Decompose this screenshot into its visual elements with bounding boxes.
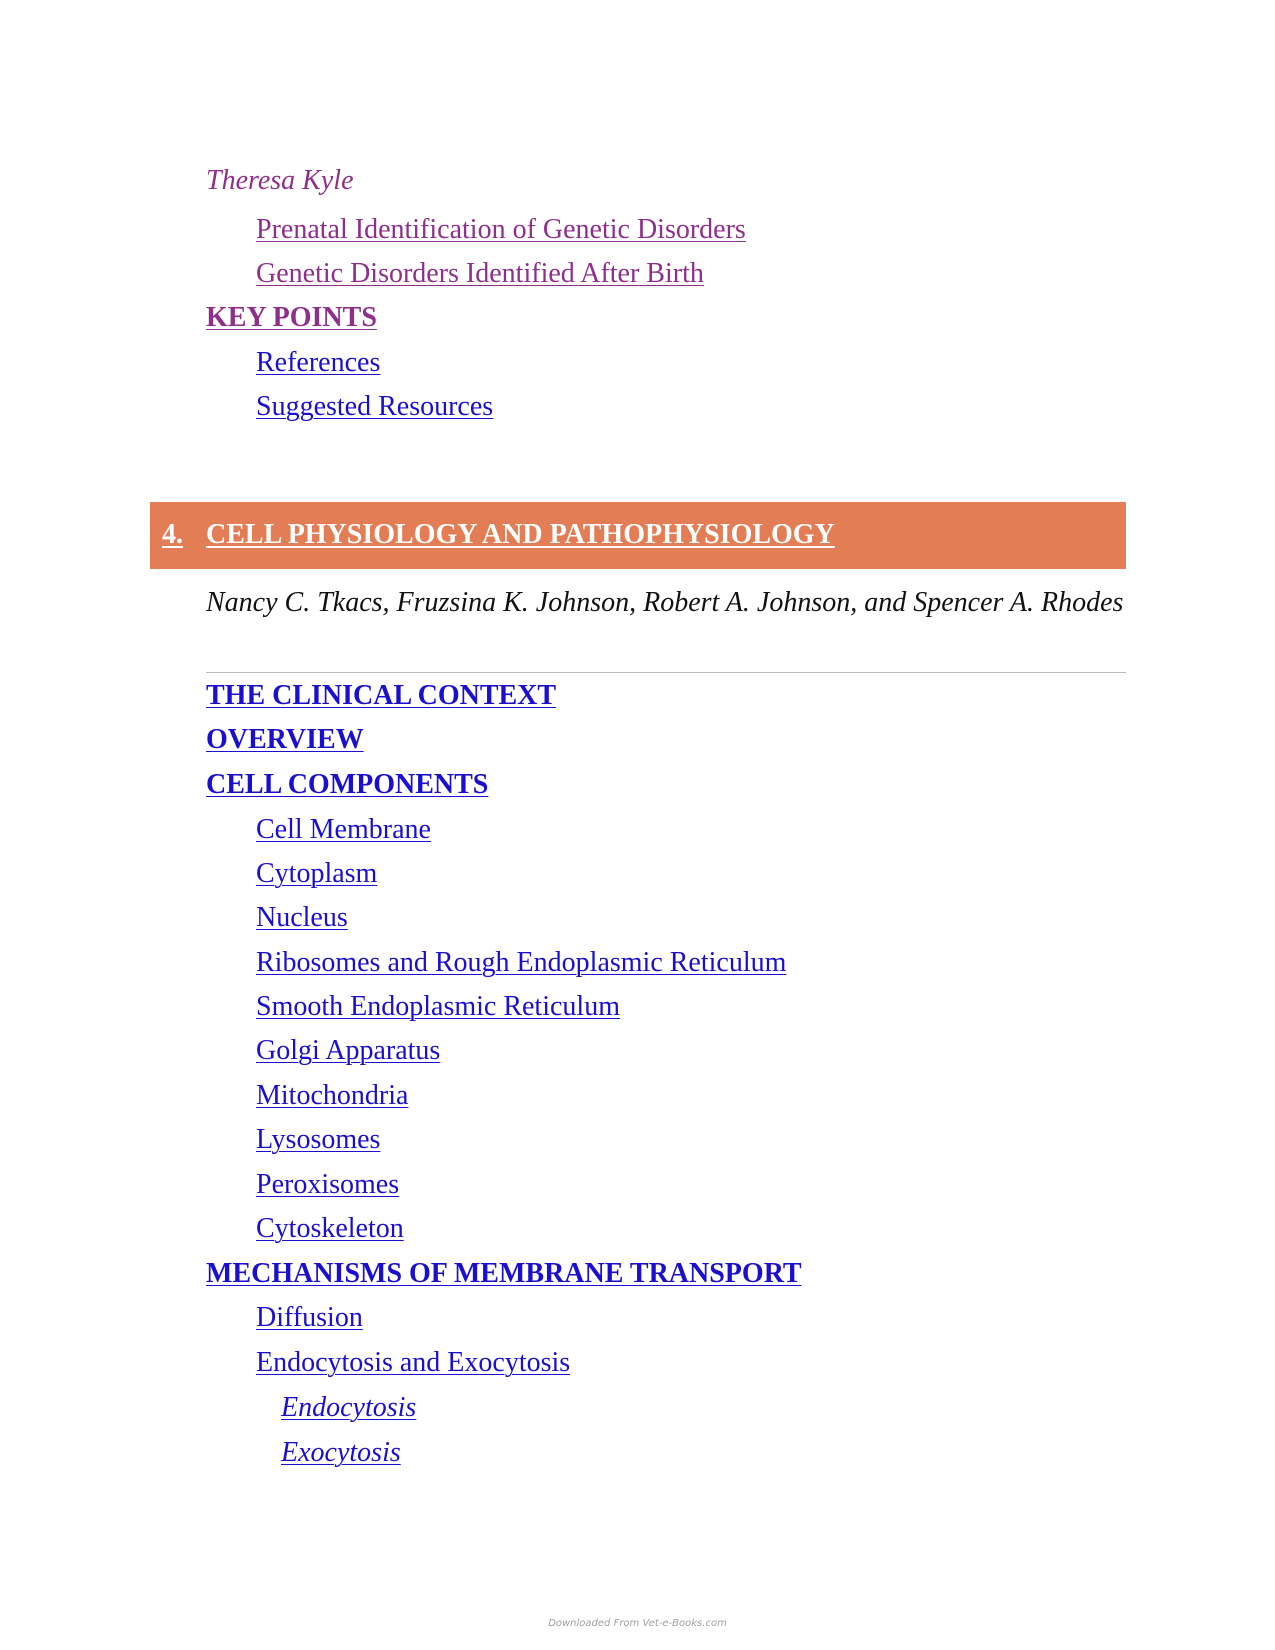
previous-chapter-author: Theresa Kyle	[206, 165, 354, 196]
toc-link-prenatal-identification[interactable]: Prenatal Identification of Genetic Disorders	[256, 214, 746, 245]
toc-link-membrane-transport[interactable]: MECHANISMS OF MEMBRANE TRANSPORT	[206, 1258, 802, 1289]
toc-link-ribosomes-rough-er[interactable]: Ribosomes and Rough Endoplasmic Reticulum	[256, 947, 787, 978]
toc-link-suggested-resources[interactable]: Suggested Resources	[256, 391, 494, 422]
toc-link-diffusion[interactable]: Diffusion	[256, 1302, 363, 1333]
toc-link-references[interactable]: References	[256, 347, 381, 378]
chapter-authors: Nancy C. Tkacs, Fruzsina K. Johnson, Robert A. Johnson, and Spencer A. Rhodes	[206, 587, 1124, 618]
toc-link-genetic-disorders-after-birth[interactable]: Genetic Disorders Identified After Birth	[256, 258, 704, 289]
toc-link-cell-components[interactable]: CELL COMPONENTS	[206, 769, 489, 800]
toc-link-lysosomes[interactable]: Lysosomes	[256, 1124, 381, 1155]
toc-link-cytoskeleton[interactable]: Cytoskeleton	[256, 1213, 404, 1244]
divider	[206, 672, 1126, 673]
toc-link-endocytosis[interactable]: Endocytosis	[281, 1392, 417, 1423]
watermark-footer: Downloaded From Vet-e-Books.com	[548, 1618, 727, 1629]
toc-link-cell-membrane[interactable]: Cell Membrane	[256, 814, 431, 845]
toc-link-peroxisomes[interactable]: Peroxisomes	[256, 1169, 400, 1200]
toc-link-golgi-apparatus[interactable]: Golgi Apparatus	[256, 1035, 441, 1066]
toc-link-cytoplasm[interactable]: Cytoplasm	[256, 858, 378, 889]
toc-link-nucleus[interactable]: Nucleus	[256, 902, 348, 933]
chapter-number: 4.	[162, 519, 183, 550]
chapter-title-link[interactable]: CELL PHYSIOLOGY AND PATHOPHYSIOLOGY	[206, 519, 835, 550]
toc-link-mitochondria[interactable]: Mitochondria	[256, 1080, 409, 1111]
toc-link-exocytosis[interactable]: Exocytosis	[281, 1437, 401, 1468]
toc-link-endocytosis-exocytosis[interactable]: Endocytosis and Exocytosis	[256, 1347, 571, 1378]
toc-link-smooth-er[interactable]: Smooth Endoplasmic Reticulum	[256, 991, 620, 1022]
toc-link-clinical-context[interactable]: THE CLINICAL CONTEXT	[206, 680, 557, 711]
toc-link-key-points[interactable]: KEY POINTS	[206, 302, 377, 333]
toc-link-overview[interactable]: OVERVIEW	[206, 724, 364, 755]
